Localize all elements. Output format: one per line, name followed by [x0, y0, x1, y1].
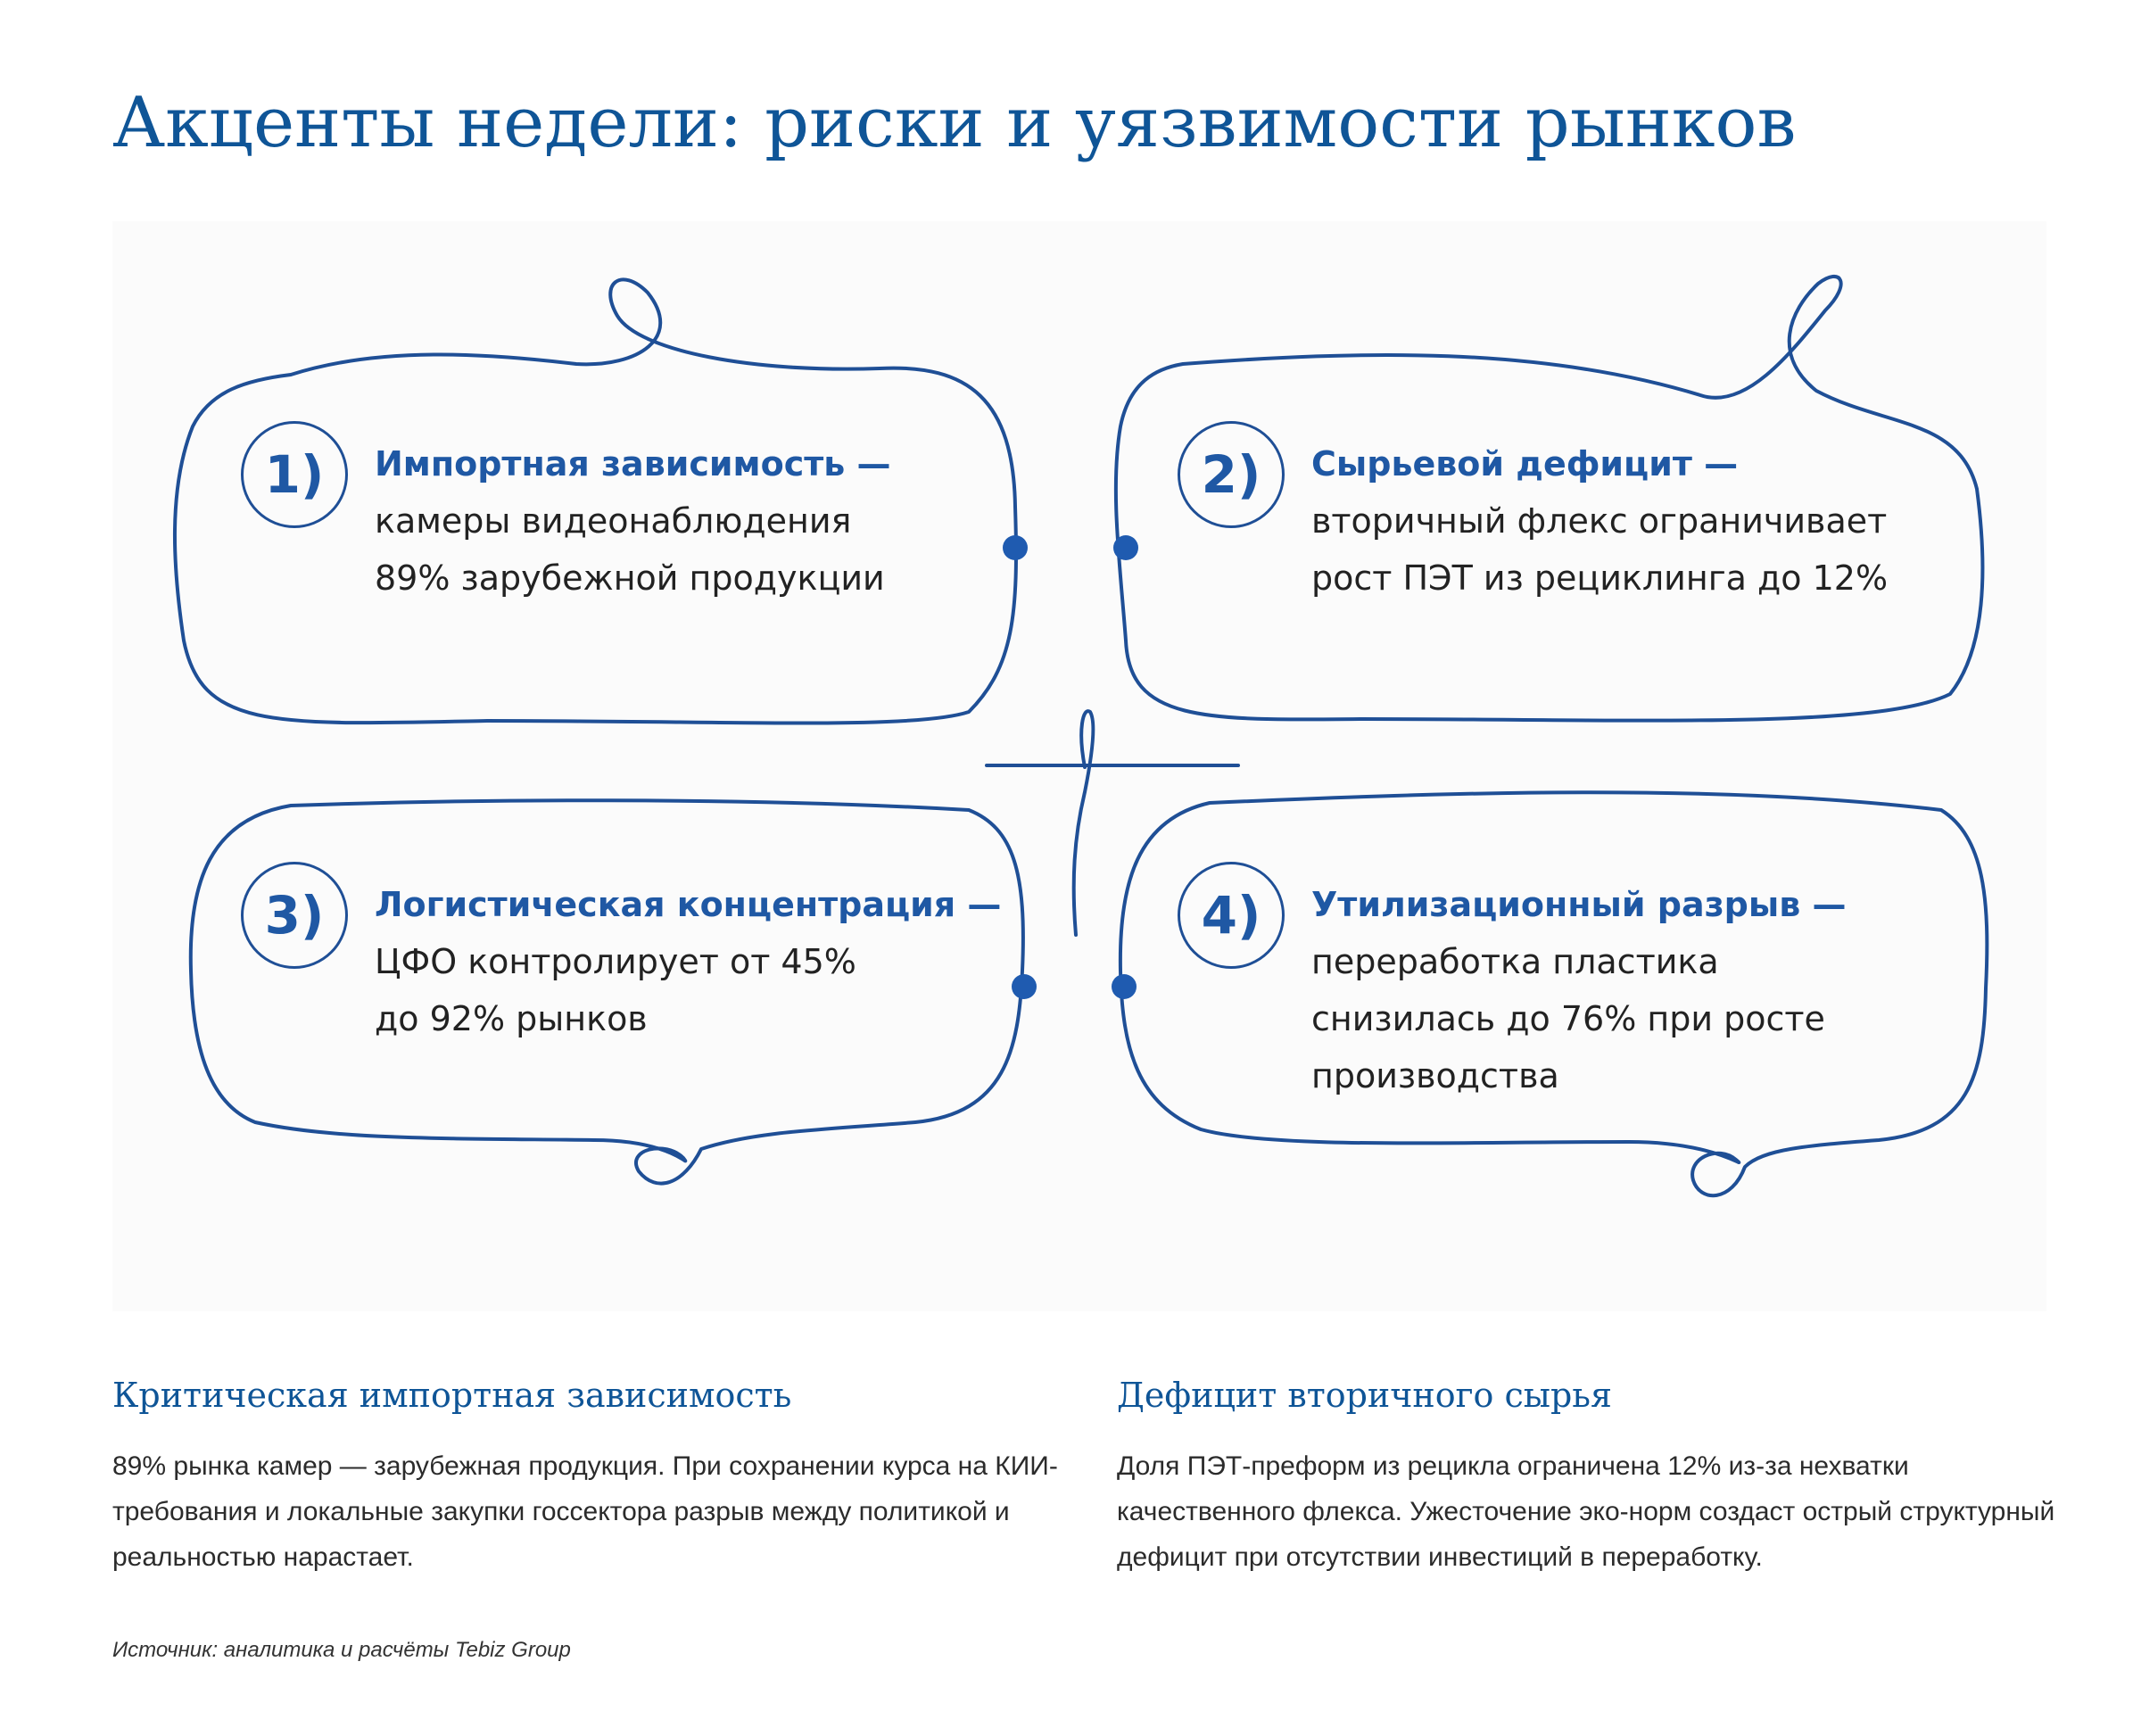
card-1-line-1: камеры видеонаблюдения	[375, 501, 852, 541]
source-note: Источник: аналитика и расчёты Tebiz Group	[112, 1638, 571, 1662]
card-2-line-1: вторичный флекс ограничивает	[1311, 501, 1888, 541]
card-4-line-1: переработка пластика	[1311, 942, 1719, 981]
card-4-number: 4)	[1178, 862, 1285, 969]
section-2-text: Доля ПЭТ-преформ из рецикла ограничена 12% из-за нехватки качественного флекса. Ужесточение эко-норм создаст острый структурный дефицит при отсутствии инвестиций в переработку.	[1117, 1451, 2055, 1572]
card-4-heading: Утилизационный разрыв —	[1311, 885, 1847, 924]
card-2-heading: Сырьевой дефицит —	[1311, 444, 1739, 484]
connector-dot-2	[1113, 535, 1138, 560]
card-4-line-2: снизилась до 76% при росте	[1311, 999, 1825, 1038]
card-4-line-3: производства	[1311, 1056, 1559, 1095]
card-1-number: 1)	[241, 421, 348, 528]
infographic-outline	[112, 221, 2046, 1311]
card-3-line-2: до 92% рынков	[375, 999, 648, 1038]
card-3-heading: Логистическая концентрация —	[375, 885, 1002, 924]
section-1-title: Критическая импортная зависимость	[112, 1376, 792, 1415]
connector-dot-3	[1012, 974, 1037, 999]
card-2-text	[1311, 435, 1888, 607]
card-3-text	[375, 876, 1001, 1047]
risk-infographic	[112, 221, 2046, 1311]
page-title: Акценты недели: риски и уязвимости рынков	[112, 83, 1797, 163]
card-1-text	[375, 435, 891, 607]
card-3-number: 3)	[241, 862, 348, 969]
card-2-line-2: рост ПЭТ из рециклинга до 12%	[1311, 558, 1889, 598]
section-raw-material-deficit	[1117, 1370, 2062, 1580]
section-import-dependency	[112, 1370, 1058, 1580]
connector-dot-4	[1112, 974, 1137, 999]
center-cross-vertical	[1074, 711, 1094, 935]
card-1-line-2: 89% зарубежной продукции	[375, 558, 885, 598]
card-4-text	[1311, 876, 1847, 1104]
card-1-heading: Импортная зависимость —	[375, 444, 891, 484]
connector-dot-1	[1003, 535, 1028, 560]
section-2-title: Дефицит вторичного сырья	[1117, 1376, 1612, 1415]
section-1-text: 89% рынка камер — зарубежная продукция. При сохранении курса на КИИ-требования и локальные закупки госсектора разрыв между политикой и реальностью нарастает.	[112, 1451, 1058, 1572]
card-2-number: 2)	[1178, 421, 1285, 528]
card-3-line-1: ЦФО контролирует от 45%	[375, 942, 856, 981]
